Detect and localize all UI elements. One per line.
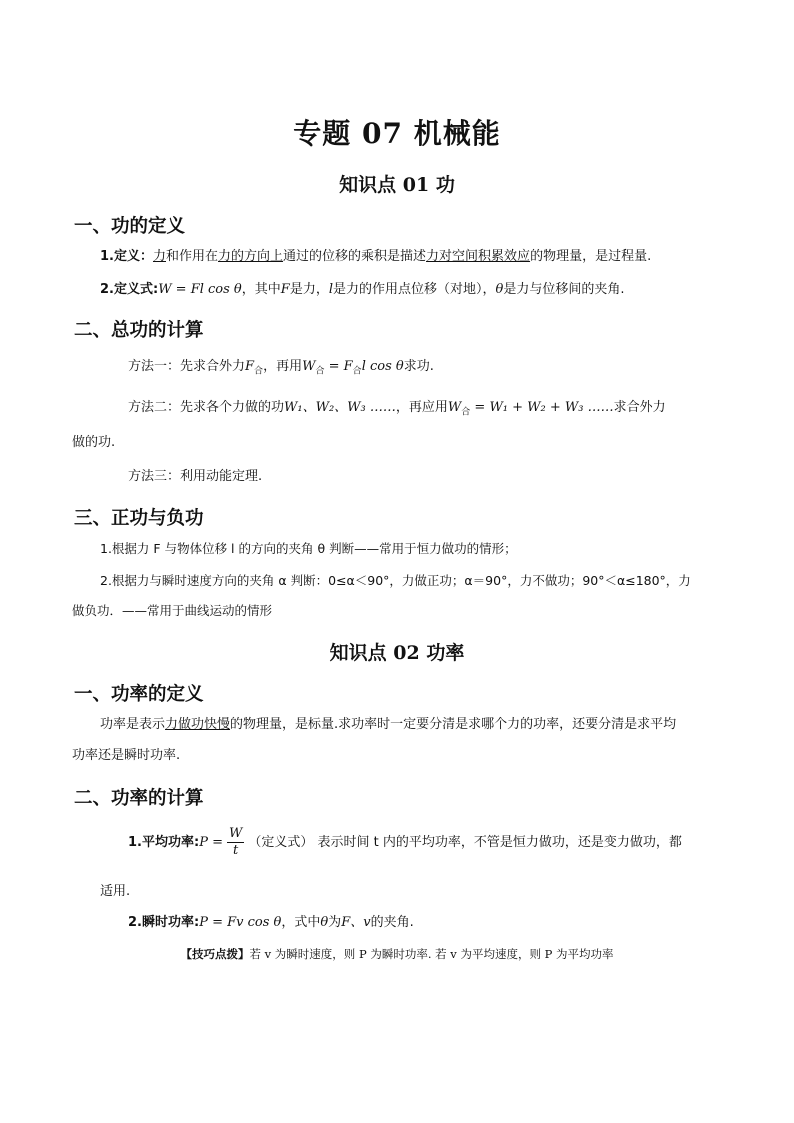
definition-line: 1.定义：力和作用在力的方向上通过的位移的乘积是描述力对空间积累效应的物理量，是过程量. — [100, 249, 652, 264]
kp1-sec3-heading: 三、正功与负功 — [74, 508, 204, 529]
kp1-sec1-heading: 一、功的定义 — [74, 216, 186, 237]
fraction: $\frac{W}{t}$ — [228, 826, 243, 858]
positive-negative-line-1: 1.根据力 F 与物体位移 l 的方向的夹角 θ 判断——常用于恒力做功的情形； — [100, 541, 517, 556]
method-three: 方法三：利用动能定理. — [128, 469, 263, 484]
positive-negative-line-2-cont: 做负功．——常用于曲线运动的情形 — [72, 603, 273, 618]
method-one: 方法一：先求合外力$F_合$，再用$W_合 = F_合l$ cos θ求功. — [128, 359, 434, 377]
kp1-heading: 知识点 01 功 — [339, 174, 455, 196]
method-two-cont: 做的功. — [72, 435, 116, 450]
average-power-line: 1.平均功率:P = $\frac{W}{t}$ （定义式） 表示时间 t 内的平均功率，不管是恒力做功，还是变力做功，都 — [128, 826, 682, 858]
power-definition-cont: 功率还是瞬时功率. — [72, 748, 181, 763]
average-power-cont: 适用. — [100, 884, 131, 899]
formula-line: 2.定义式:W = Fl cos θ，其中F是力，l是力的作用点位移（对地），θ是力与位移间的夹角. — [100, 282, 625, 297]
tip-line: 【技巧点拨】若 v 为瞬时速度，则 P 为瞬时功率. 若 v 为平均速度，则 P 为平均功率 — [180, 947, 614, 961]
kp2-sec2-heading: 二、功率的计算 — [74, 788, 204, 809]
kp2-heading: 知识点 02 功率 — [329, 642, 465, 664]
page-title: 专题 07 机械能 — [293, 117, 501, 150]
positive-negative-line-2: 2.根据力与瞬时速度方向的夹角 α 判断：0≤α＜90°，力做正功；α＝90°，力不做功；90°＜α≤180°，力 — [100, 573, 691, 588]
method-two: 方法二：先求各个力做的功W₁、W₂、W₃ ……，再应用$W_合 = W_1 + W_2 + W_3$ ……求合外力 — [128, 400, 666, 418]
instant-power-line: 2.瞬时功率:P = Fv cos θ，式中θ为F、v的夹角. — [128, 915, 414, 930]
power-definition-line: 功率是表示力做功快慢的物理量，是标量.求功率时一定要分清是求哪个力的功率，还要分清是求平均 — [100, 717, 677, 732]
kp1-sec2-heading: 二、总功的计算 — [74, 320, 204, 341]
kp2-sec1-heading: 一、功率的定义 — [74, 684, 204, 705]
